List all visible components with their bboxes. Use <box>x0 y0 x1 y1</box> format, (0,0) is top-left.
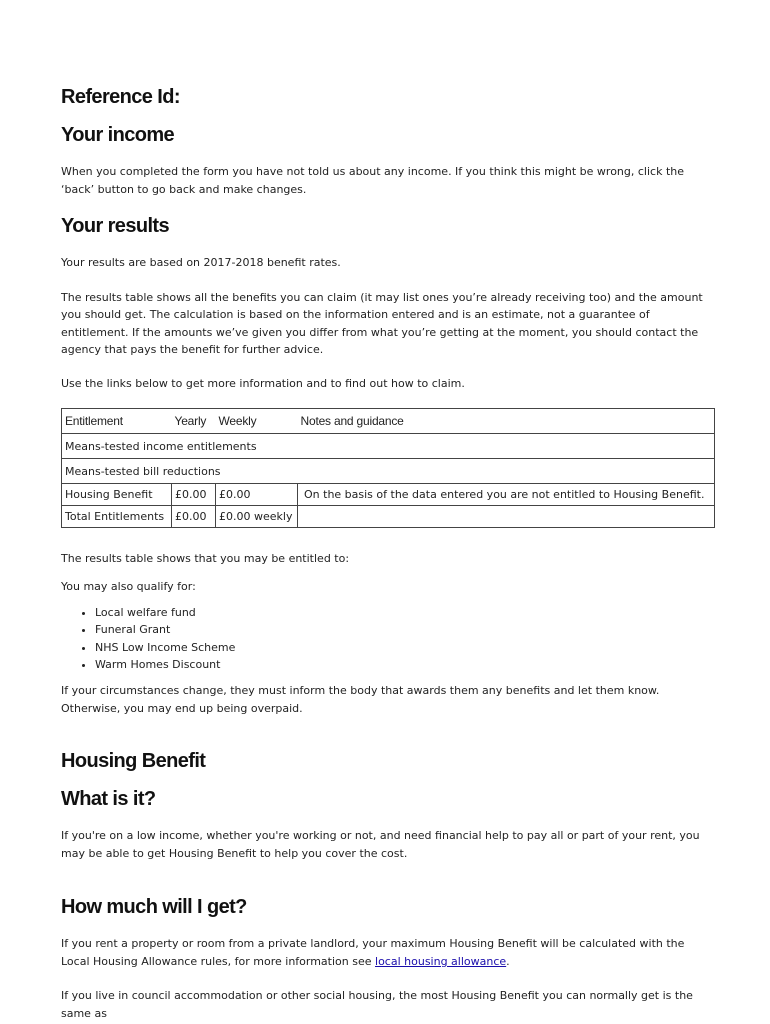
what-is-it-text: If you're on a low income, whether you're working or not, and need financial help to pay all or part of your rent, you may be able to get Housing Benefit to help you cover the cost. <box>61 829 700 860</box>
list-item: • Funeral Grant <box>95 621 713 638</box>
total-notes <box>298 506 715 528</box>
results-heading: Your results <box>61 215 170 237</box>
results-table-intro: The results table shows all the benefits you can claim (it may list ones you’re already receiving too) and the amount you should get. The calculation is based on the information entered and is an estimate, not a guarantee of entitlement. If the amounts we’ve given you differ from what you’re getting at the moment, you should contact the agency that pays the benefit for further advice. <box>61 290 703 356</box>
list-item: • Local welfare fund <box>95 604 713 621</box>
housing-name: Housing Benefit <box>62 484 172 506</box>
qualify-list <box>61 604 713 673</box>
housing-notes: On the basis of the data entered you are not entitled to Housing Benefit. <box>298 484 715 506</box>
table-row <box>62 506 715 528</box>
results-page <box>61 86 713 1022</box>
how-much-heading: How much will I get? <box>61 896 247 919</box>
qualify-text: You may also qualify for: <box>61 579 196 593</box>
council-housing-text: If you live in council accommodation or other social housing, the most Housing Benefit you can normally get is the same as <box>61 989 693 1020</box>
table-section-row <box>62 434 715 459</box>
list-item: • NHS Low Income Scheme <box>95 639 713 656</box>
header-notes: Notes and guidance <box>298 409 715 434</box>
total-name: Total Entitlements <box>62 506 172 528</box>
how-much-text-start: If you rent a property or room from a private landlord, your maximum Housing Benefit will be calculated with the Local Housing Allowance rules, for more information see <box>61 937 685 968</box>
table-section-row <box>62 459 715 484</box>
table-header-row <box>62 409 715 434</box>
how-much-text-end: . <box>506 954 510 968</box>
header-entitlement: Entitlement <box>62 409 172 434</box>
income-text: When you completed the form you have not told us about any income. If you think this might be wrong, click the ‘back’ button to go back and make changes. <box>61 165 684 196</box>
reference-id-heading: Reference Id: <box>61 86 180 108</box>
header-weekly: Weekly <box>216 409 298 434</box>
housing-benefit-heading: Housing Benefit <box>61 750 206 773</box>
list-item: • Warm Homes Discount <box>95 656 713 673</box>
total-yearly: £0.00 <box>172 506 216 528</box>
links-intro: Use the links below to get more information and to find out how to claim. <box>61 376 465 390</box>
circumstances-text: If your circumstances change, they must inform the body that awards them any benefits and let them know. Otherwise, you may end up being overpaid. <box>61 684 660 715</box>
what-is-it-heading: What is it? <box>61 788 156 811</box>
section-bills: Means-tested bill reductions <box>62 459 715 484</box>
header-yearly: Yearly <box>172 409 216 434</box>
section-income: Means-tested income entitlements <box>62 434 715 459</box>
results-rates-text: Your results are based on 2017-2018 benefit rates. <box>61 256 341 269</box>
total-weekly: £0.00 weekly <box>216 506 298 528</box>
entitled-text: The results table shows that you may be entitled to: <box>61 552 350 565</box>
housing-yearly: £0.00 <box>172 484 216 506</box>
local-housing-allowance-link[interactable]: local housing allowance <box>375 954 507 968</box>
income-heading: Your income <box>61 124 175 146</box>
how-much-text <box>61 935 713 970</box>
results-table <box>61 408 715 528</box>
table-row <box>62 484 715 506</box>
housing-weekly: £0.00 <box>216 484 298 506</box>
